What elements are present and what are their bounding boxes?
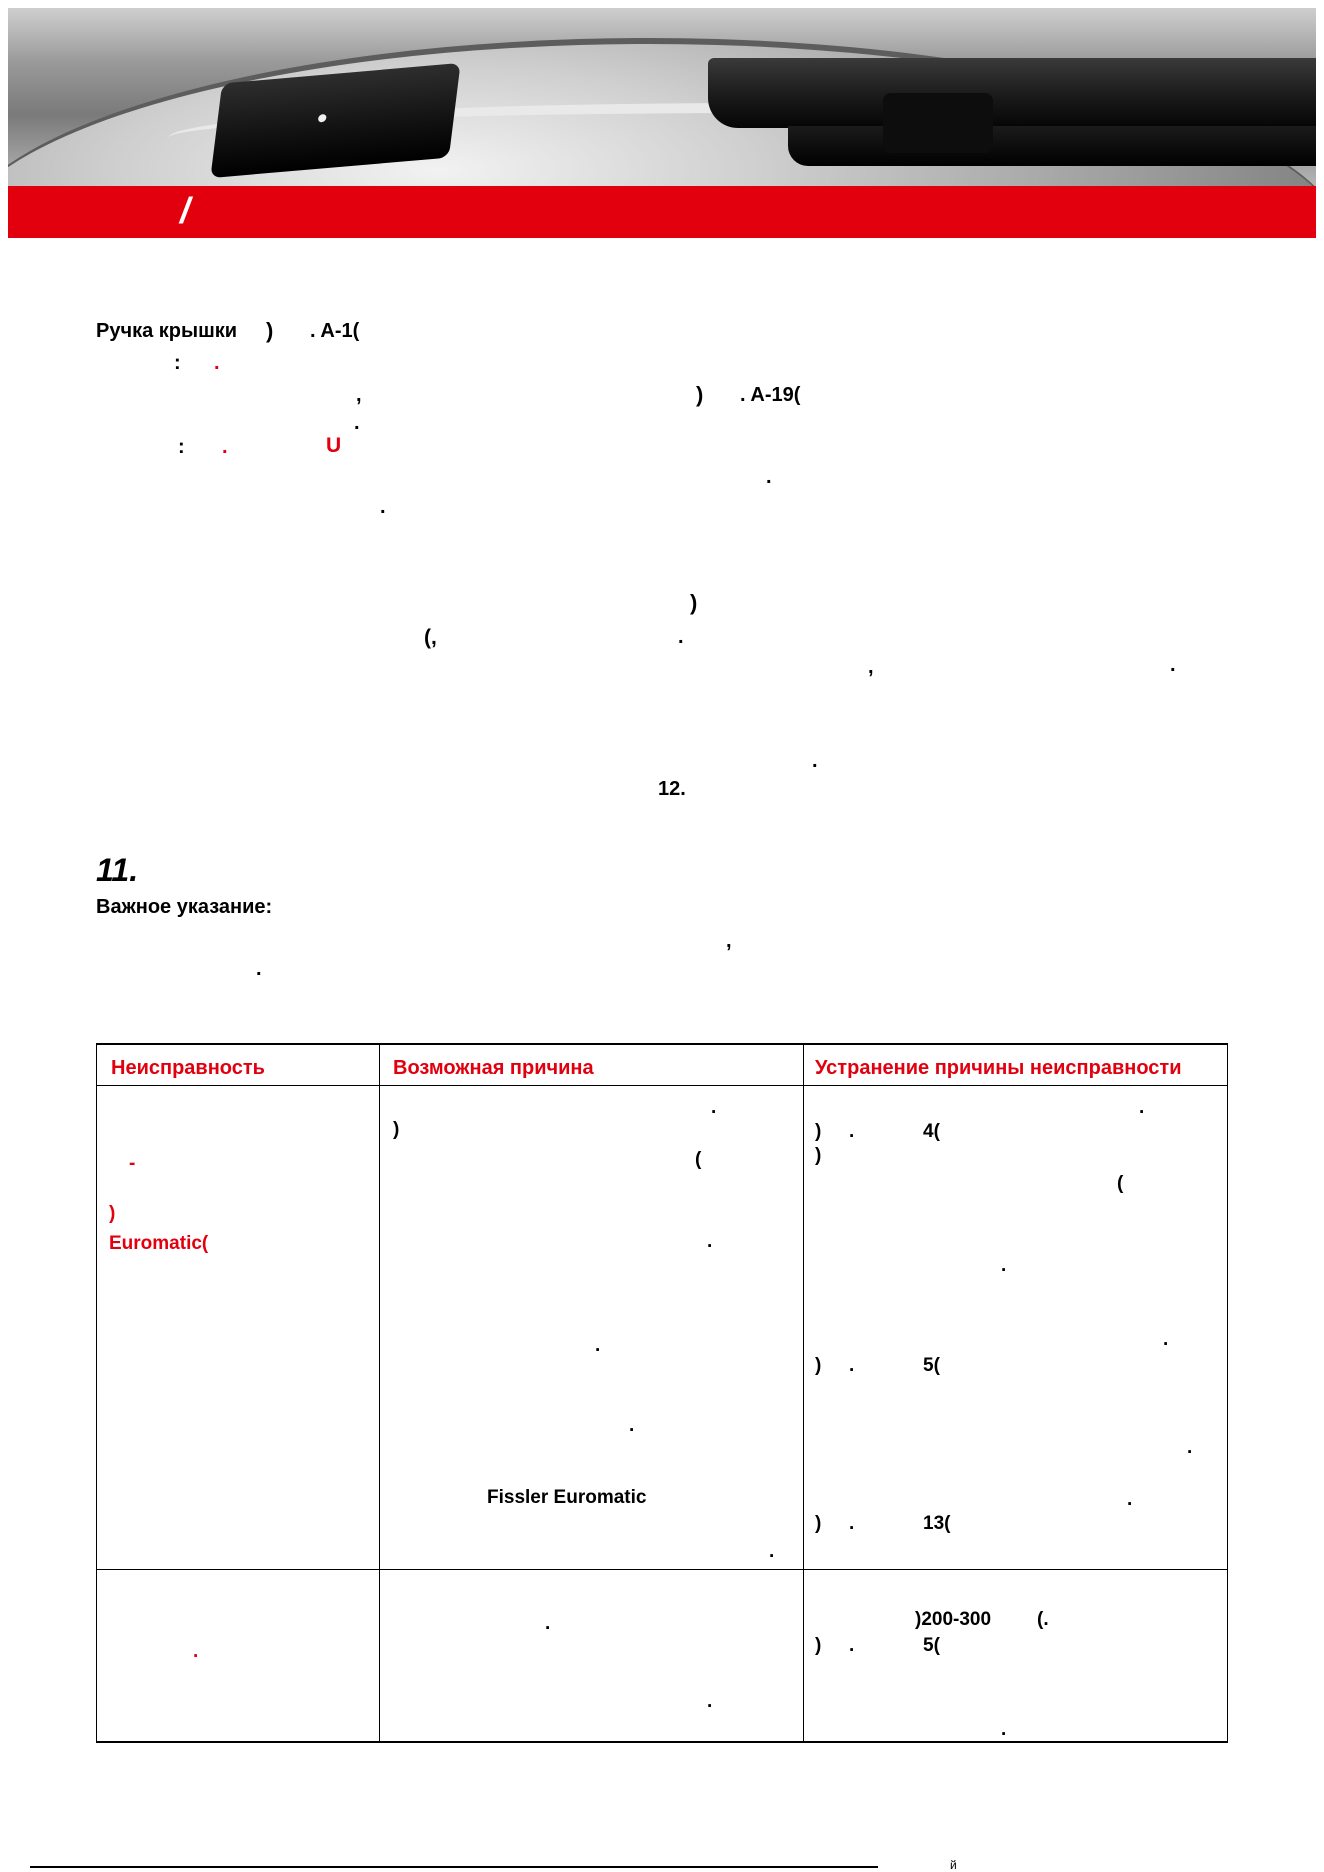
cause-dot: . [545, 1613, 551, 1634]
ref-paren: ) [266, 318, 274, 343]
paren-mark: ) [690, 590, 698, 615]
dot-mark-3: . [380, 496, 386, 518]
ref-code-a19: . A-19( [740, 384, 801, 406]
dot-mark-7: . [256, 958, 262, 980]
long-handle-shape [708, 58, 1316, 128]
remedy-ref-dot: . [849, 1513, 855, 1534]
comma-mark-3: , [726, 930, 732, 952]
column-header-cause: Возможная причина [393, 1057, 594, 1079]
column-header-fault: Неисправность [111, 1057, 265, 1079]
comma-mark: , [356, 384, 362, 406]
row-divider [97, 1569, 1227, 1570]
dot-mark: . [354, 412, 360, 434]
remedy-ref-paren: ) [815, 1513, 822, 1534]
remedy-ref-paren: ) [815, 1635, 822, 1656]
remedy-ref-dot: . [849, 1355, 855, 1376]
dot-mark-6: . [812, 750, 818, 772]
dot-mark-2: . [766, 466, 772, 488]
column-divider [803, 1045, 804, 1741]
cause-dot: . [707, 1691, 713, 1712]
handle-slider-shape [883, 93, 993, 153]
remedy-paren: ) [815, 1145, 822, 1166]
cause-dot: . [711, 1097, 717, 1118]
remedy-ref-num: 5( [923, 1635, 940, 1656]
remedy-dot: . [1127, 1489, 1133, 1510]
remedy-ref-dot: . [849, 1121, 855, 1142]
footer-mark: й [950, 1858, 957, 1872]
remedy-ref-num: 4( [923, 1121, 940, 1142]
header-photo [8, 8, 1316, 186]
long-handle-grip-shape [788, 126, 1316, 166]
red-dot-2: . [222, 436, 228, 458]
remedy-ref-paren: ) [815, 1121, 822, 1142]
column-header-remedy: Устранение причины неисправности [815, 1057, 1182, 1079]
important-note-label: Важное указание: [96, 896, 273, 918]
cause-brand: Fissler Euromatic [487, 1487, 647, 1508]
remedy-dot: . [1001, 1719, 1007, 1740]
dot-mark-4: . [678, 626, 684, 648]
cause-paren-close: ( [695, 1149, 702, 1170]
header-divider [97, 1085, 1227, 1086]
fault-paren: ) [109, 1203, 116, 1224]
section-number-11: 11. [96, 852, 139, 888]
cause-paren-open: ) [393, 1119, 400, 1140]
colon-mark-2: : [178, 436, 185, 458]
remedy-ref-paren: ) [815, 1355, 822, 1376]
troubleshooting-table [96, 1043, 1228, 1743]
remedy-dot: . [1163, 1329, 1169, 1350]
paren-comma-mark: (, [424, 626, 437, 649]
red-dot: . [214, 352, 220, 374]
section-heading-handle: Ручка крышки [96, 320, 238, 342]
fault-brand: Euromatic( [109, 1233, 209, 1254]
lid-knob-dot [318, 114, 327, 123]
comma-mark-2: , [868, 656, 874, 678]
cause-dot: . [595, 1335, 601, 1356]
title-bar [8, 186, 1316, 238]
remedy-dot: . [1187, 1437, 1193, 1458]
cause-dot: . [629, 1415, 635, 1436]
remedy-range-end: (. [1037, 1609, 1049, 1630]
ref-code-a1: . A-1( [310, 320, 360, 342]
fault-dash: - [129, 1153, 136, 1174]
colon-mark: : [174, 352, 181, 374]
cause-dot: . [707, 1231, 713, 1252]
remedy-paren: ( [1117, 1173, 1124, 1194]
title-slash: / [180, 190, 191, 231]
remedy-ref-dot: . [849, 1635, 855, 1656]
cause-dot: . [769, 1541, 775, 1562]
fault-dot: . [193, 1641, 199, 1662]
column-divider [379, 1045, 380, 1741]
remedy-range: )200-300 [915, 1609, 992, 1630]
remedy-dot: . [1139, 1097, 1145, 1118]
dot-mark-5: . [1170, 654, 1176, 676]
footer-rule [30, 1866, 878, 1868]
remedy-ref-num: 5( [923, 1355, 940, 1376]
remedy-ref-num: 13( [923, 1513, 951, 1534]
ref-paren-2: ) [696, 382, 704, 407]
remedy-dot: . [1001, 1255, 1007, 1276]
red-letter-u: U [326, 434, 342, 457]
section-ref-12: 12. [658, 778, 686, 800]
